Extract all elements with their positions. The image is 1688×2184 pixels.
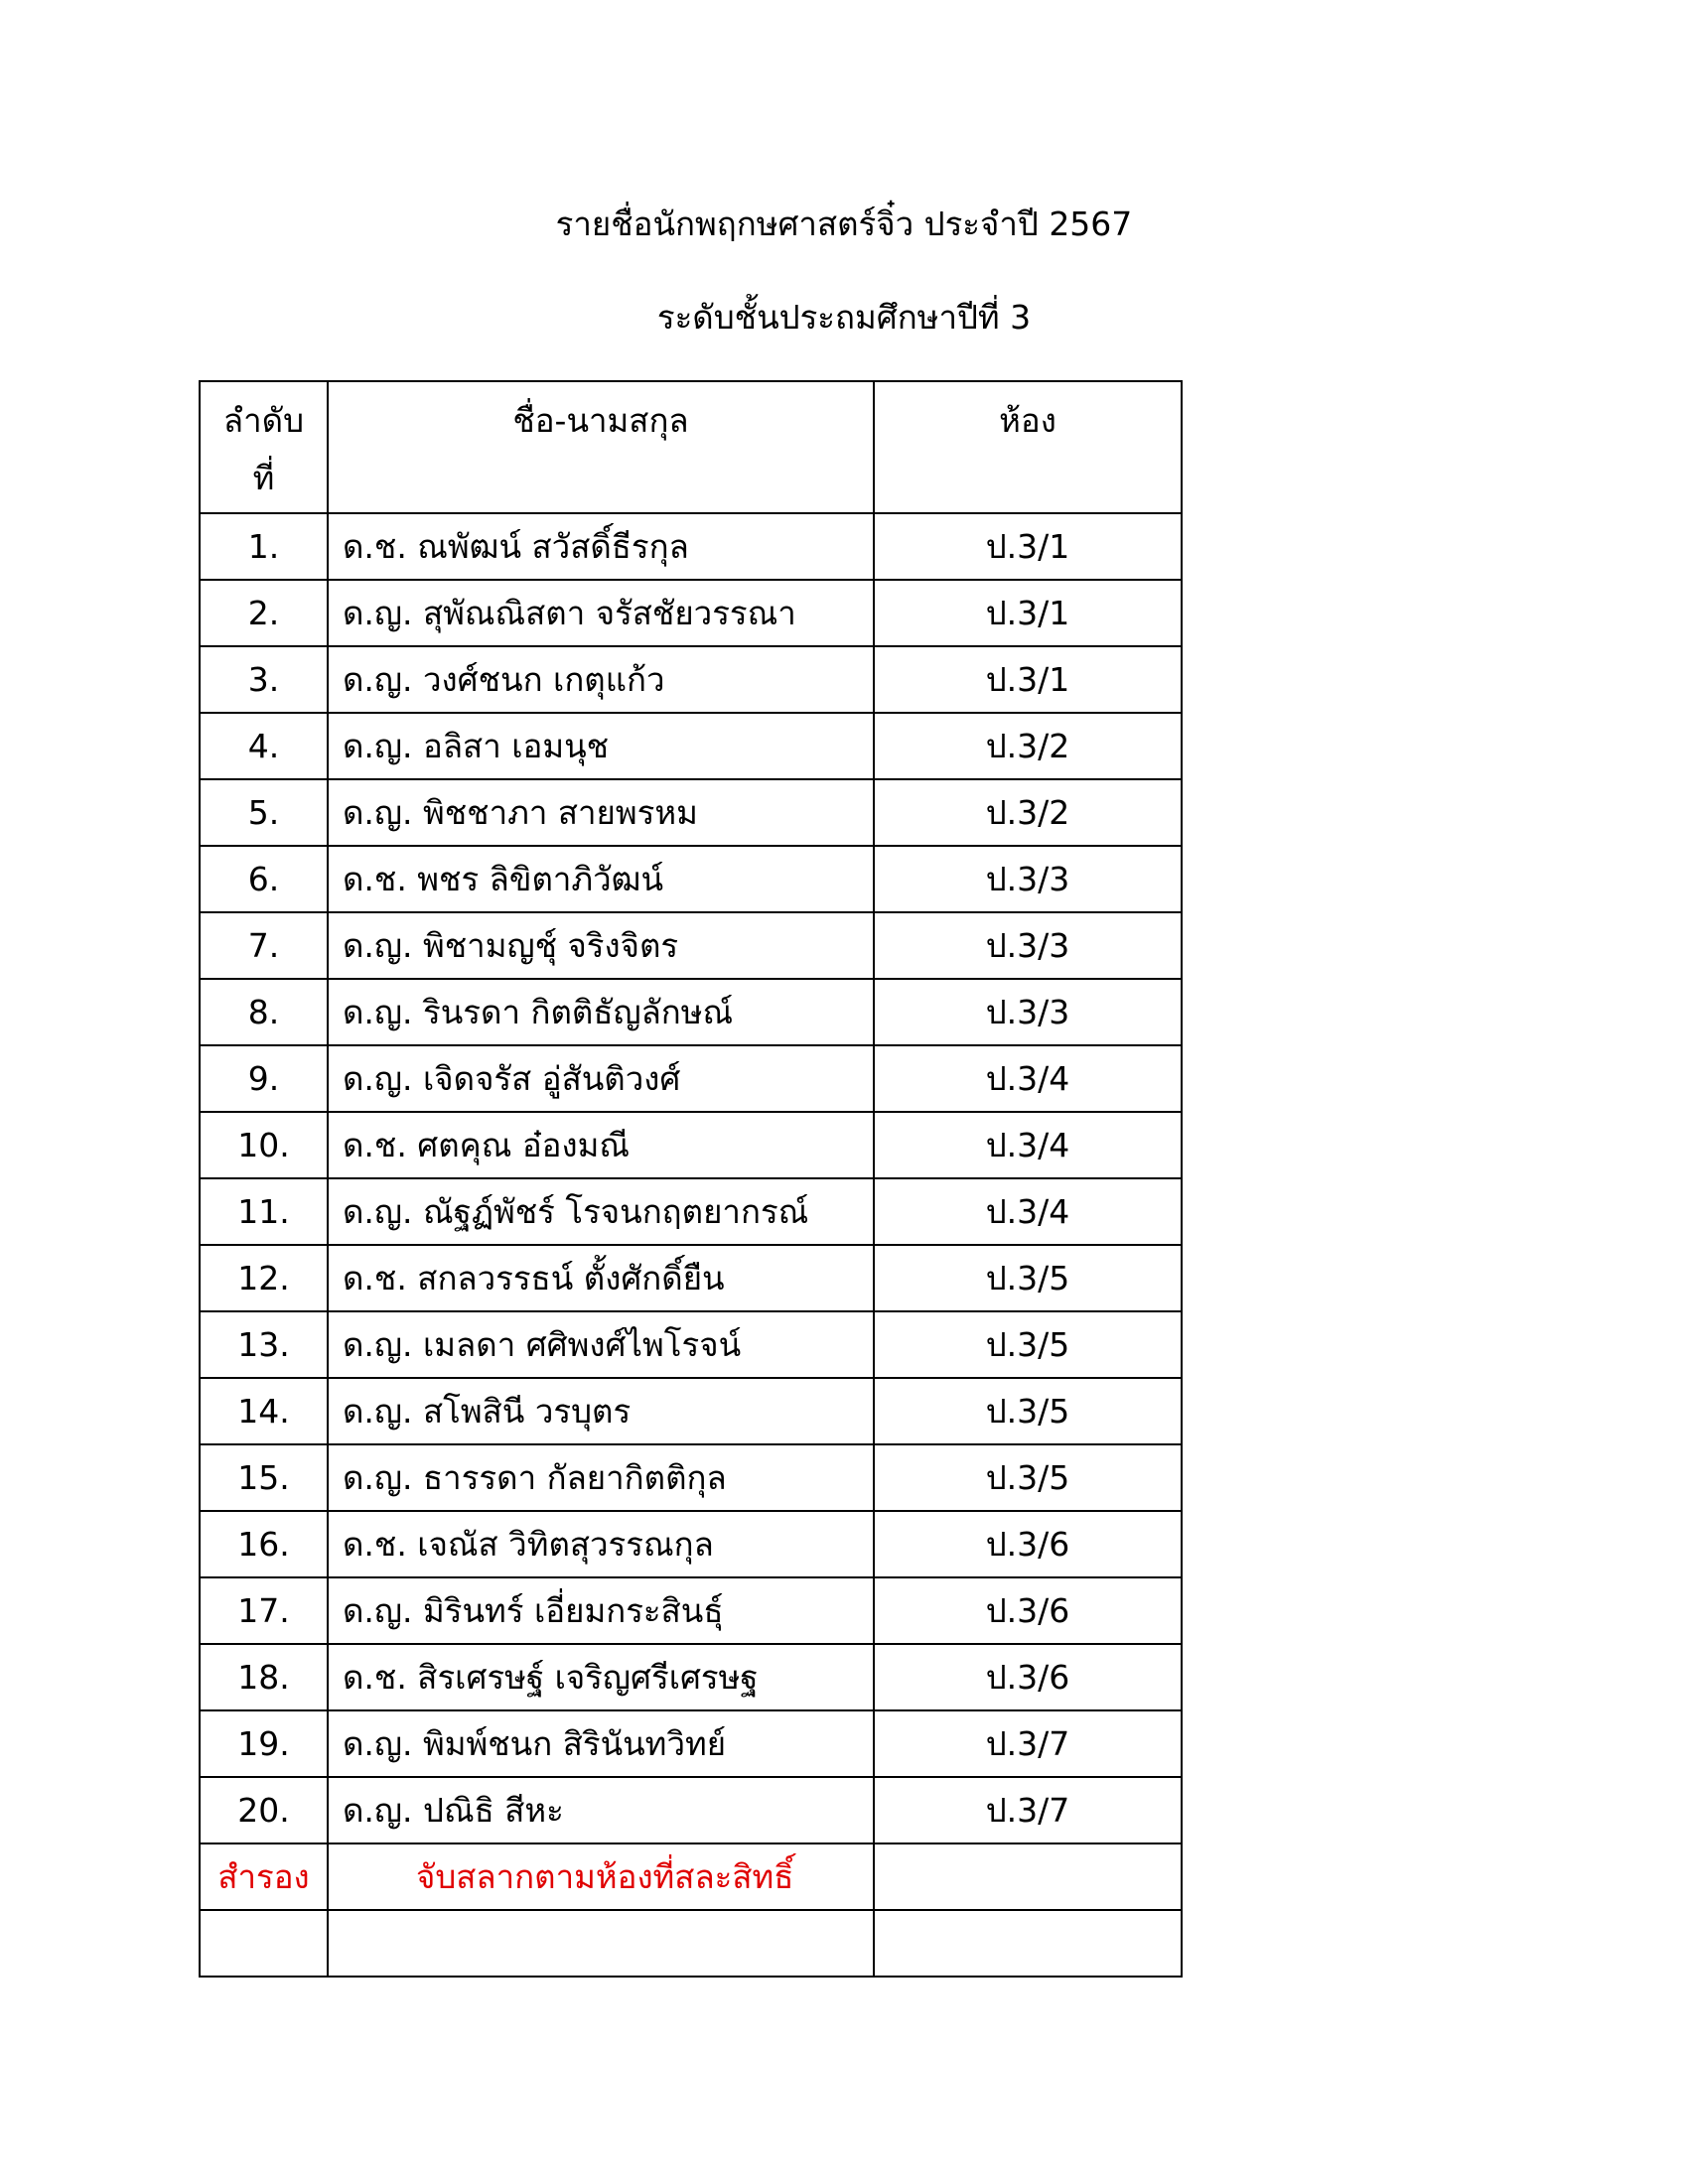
table-row <box>200 713 1182 779</box>
student-name: ด.ญ. ณัฐฏ์พัชร์ โรจนกฤตยากรณ์ <box>328 1178 874 1245</box>
student-name: ด.ช. สิรเศรษฐ์ เจริญศรีเศรษฐ <box>328 1644 874 1710</box>
room: ป.3/4 <box>874 1045 1182 1112</box>
table-row <box>200 979 1182 1045</box>
reserve-row <box>200 1843 1182 1910</box>
table-row <box>200 912 1182 979</box>
room: ป.3/4 <box>874 1178 1182 1245</box>
table-row <box>200 1045 1182 1112</box>
row-number: 8. <box>200 979 328 1045</box>
room: ป.3/7 <box>874 1777 1182 1843</box>
student-name: ด.ญ. อลิสา เอมนุช <box>328 713 874 779</box>
room: ป.3/5 <box>874 1245 1182 1311</box>
student-name: ด.ญ. พิชามญชุ์ จริงจิตร <box>328 912 874 979</box>
room: ป.3/1 <box>874 580 1182 646</box>
room: ป.3/6 <box>874 1511 1182 1577</box>
table-row <box>200 580 1182 646</box>
table-row <box>200 1644 1182 1710</box>
document-title: รายชื่อนักพฤกษศาสตร์จิ๋ว ประจำปี 2567 <box>555 205 1133 243</box>
student-name: ด.ญ. เมลดา ศศิพงศ์ไพโรจน์ <box>328 1311 874 1378</box>
student-name: ด.ช. สกลวรรธน์ ตั้งศักดิ์ยืน <box>328 1245 874 1311</box>
row-number: 9. <box>200 1045 328 1112</box>
header-name: ชื่อ-นามสกุล <box>328 381 874 513</box>
row-number: 10. <box>200 1112 328 1178</box>
table-row <box>200 1444 1182 1511</box>
room: ป.3/5 <box>874 1444 1182 1511</box>
table-row <box>200 513 1182 580</box>
room: ป.3/5 <box>874 1378 1182 1444</box>
roster-body <box>200 513 1182 1977</box>
row-number: 16. <box>200 1511 328 1577</box>
table-row <box>200 779 1182 846</box>
student-name: ด.ช. ณพัฒน์ สวัสดิ์ธีรกุล <box>328 513 874 580</box>
student-name: ด.ญ. เจิดจรัส อู่สันติวงศ์ <box>328 1045 874 1112</box>
student-roster-table <box>199 380 1183 1978</box>
document-subtitle: ระดับชั้นประถมศึกษาปีที่ 3 <box>656 298 1032 337</box>
student-name: ด.ญ. รินรดา กิตติธัญลักษณ์ <box>328 979 874 1045</box>
table-header-row <box>200 381 1182 513</box>
table-row <box>200 646 1182 713</box>
row-number: 3. <box>200 646 328 713</box>
row-number: 4. <box>200 713 328 779</box>
student-name: ด.ญ. ธารรดา กัลยากิตติกุล <box>328 1444 874 1511</box>
student-name: ด.ญ. พิชชาภา สายพรหม <box>328 779 874 846</box>
student-name: ด.ช. เจณัส วิทิตสุวรรณกุล <box>328 1511 874 1577</box>
room: ป.3/6 <box>874 1644 1182 1710</box>
table-row <box>200 1777 1182 1843</box>
table-row <box>200 1710 1182 1777</box>
reserve-note: จับสลากตามห้องที่สละสิทธิ์ <box>328 1843 874 1910</box>
row-number: 12. <box>200 1245 328 1311</box>
row-number: 7. <box>200 912 328 979</box>
row-number: 6. <box>200 846 328 912</box>
row-number: 13. <box>200 1311 328 1378</box>
header-order <box>200 381 328 513</box>
student-name: ด.ช. พชร ลิขิตาภิวัฒน์ <box>328 846 874 912</box>
student-name: ด.ญ. วงศ์ชนก เกตุแก้ว <box>328 646 874 713</box>
empty-cell <box>874 1910 1182 1977</box>
room: ป.3/5 <box>874 1311 1182 1378</box>
header-order-line1: ลำดับ <box>222 401 305 440</box>
table-row <box>200 1245 1182 1311</box>
room: ป.3/2 <box>874 779 1182 846</box>
student-name: ด.ญ. พิมพ์ชนก สิรินันทวิทย์ <box>328 1710 874 1777</box>
table-row <box>200 1511 1182 1577</box>
row-number: 5. <box>200 779 328 846</box>
room: ป.3/6 <box>874 1577 1182 1644</box>
header-room: ห้อง <box>874 381 1182 513</box>
row-number: 18. <box>200 1644 328 1710</box>
row-number: 2. <box>200 580 328 646</box>
row-number: 17. <box>200 1577 328 1644</box>
empty-cell <box>200 1910 328 1977</box>
empty-row <box>200 1910 1182 1977</box>
room: ป.3/3 <box>874 912 1182 979</box>
room: ป.3/7 <box>874 1710 1182 1777</box>
room: ป.3/4 <box>874 1112 1182 1178</box>
header-order-line2: ที่ <box>252 459 275 497</box>
table-row <box>200 1178 1182 1245</box>
student-name: ด.ช. ศตคุณ อ๋องมณี <box>328 1112 874 1178</box>
room: ป.3/3 <box>874 979 1182 1045</box>
room: ป.3/1 <box>874 513 1182 580</box>
table-row <box>200 1311 1182 1378</box>
table-row <box>200 1577 1182 1644</box>
table-row <box>200 1378 1182 1444</box>
table-row <box>200 846 1182 912</box>
row-number: 20. <box>200 1777 328 1843</box>
reserve-label: สำรอง <box>200 1843 328 1910</box>
table-row <box>200 1112 1182 1178</box>
student-name: ด.ญ. ปณิธิ สีหะ <box>328 1777 874 1843</box>
empty-cell <box>328 1910 874 1977</box>
student-name: ด.ญ. สุพัณณิสตา จรัสชัยวรรณา <box>328 580 874 646</box>
row-number: 15. <box>200 1444 328 1511</box>
row-number: 19. <box>200 1710 328 1777</box>
room: ป.3/3 <box>874 846 1182 912</box>
row-number: 14. <box>200 1378 328 1444</box>
reserve-room <box>874 1843 1182 1910</box>
room: ป.3/2 <box>874 713 1182 779</box>
row-number: 11. <box>200 1178 328 1245</box>
room: ป.3/1 <box>874 646 1182 713</box>
student-name: ด.ญ. มิรินทร์ เอี่ยมกระสินธุ์ <box>328 1577 874 1644</box>
student-name: ด.ญ. สโพสินี วรบุตร <box>328 1378 874 1444</box>
row-number: 1. <box>200 513 328 580</box>
